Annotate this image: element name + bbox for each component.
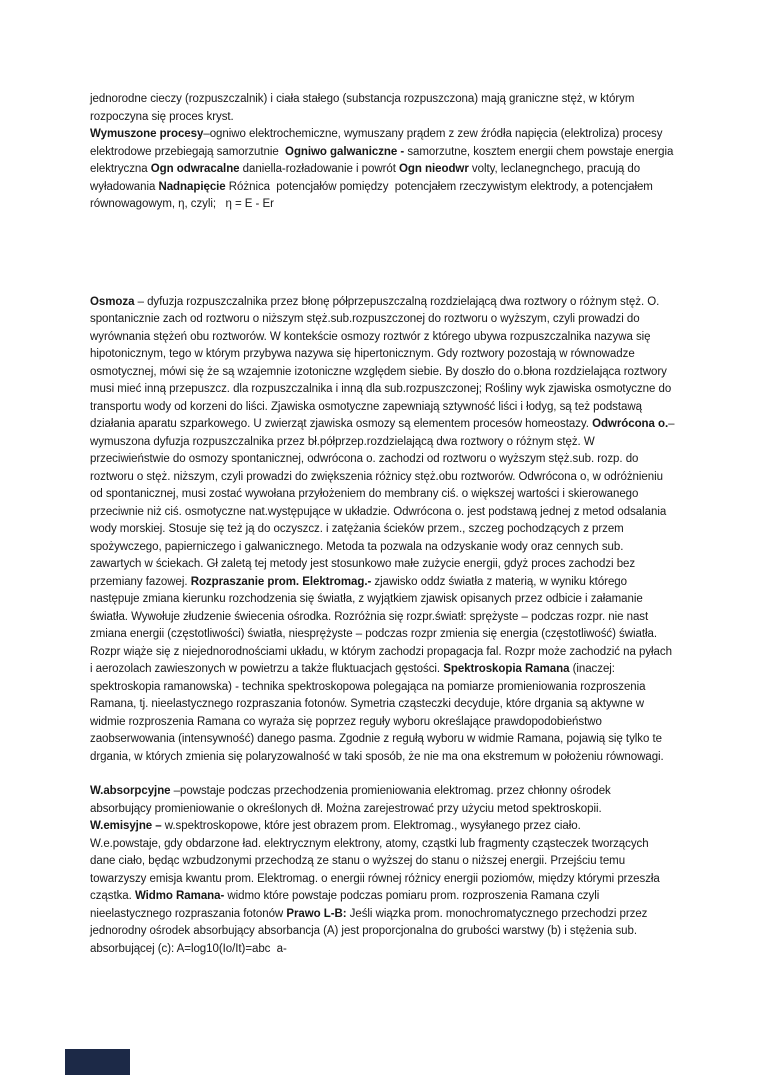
bold-text-run: Widmo Ramana- [134, 890, 225, 902]
text-run: – wymuszona dyfuzja rozpuszczalnika przez bł.półprzep.rozdzielającą dwa roztwory o różnym stęż. W przeciwieństwie do osmozy spontanicznej, odwrócona o. zachodzi od roztworu o wyższym stęż.sub. rozp. do roztworu o stęż. niższym, czyli prowadzi do zwiększenia różnicy stęż.obu roztworów. Odwrócona o, w odróżnieniu od spontanicznej, musi zostać wywołana przyłożeniem do membrany ciś. o większej wartości i skierowanego przeciwnie niż ciś. osmotyczne nat.występujące w układzie. Odwrócona o. jest podstawą jednej z metod odsalania wody morskiej. Stosuje się też ją do oczyszcz. i zatężania ścieków przem., szczeg pochodzących z przem spożywczego, papierniczego i galwanicznego. Metoda ta pozwala na odzyskanie wody oraz cennych sub. zawartych w ściekach. Gł zaletą tej metody jest stosunkowo małe zużycie energii, gdyż proces zachodzi bez przemiany fazowej. [90, 418, 678, 588]
bold-text-run: W.absorpcyjne [90, 785, 171, 797]
bottom-left-artifact [65, 1049, 130, 1075]
text-run: jednorodne cieczy (rozpuszczalnik) i ciała stałego (substancja rozpuszczona) mają graniczne stęż, w którym rozpoczyna się proces kryst. [90, 93, 638, 123]
bold-text-run: Rozpraszanie prom. Elektromag.- [190, 575, 372, 588]
bold-text-run: Ogniwo galwaniczne - [285, 145, 408, 158]
bold-text-run: Odwrócona o. [592, 418, 669, 430]
text-run: Jeśli wiązka prom. monochromatycznego przechodzi przez jednorodny ośrodek absorbujący absorbancja (A) jest proporcjonalna do grubości warstwy (b) i stężenia sub. absorbującej (c): A=log10(Io/It)=abc a- [90, 907, 651, 955]
text-run: Różnica potencjałów pomiędzy potencjałem rzeczywistym elektrody, a potencjałem równowagowym, η, czyli; η = E - Er [90, 180, 656, 210]
text-run: samorzutne, kosztem energii chem powstaje energia elektryczna [90, 145, 677, 175]
bold-text-run: Prawo L-B: [286, 907, 347, 920]
text-run: – dyfuzja rozpuszczalnika przez błonę półprzepuszczalną rozdzielającą dwa roztwory o różnym stęż. O. spontanicznie zach od roztworu o niższym stęż.sub.rozpuszczonej do roztworu o wyższym, czyli prowadzi do wyrównania stężeń obu roztworów. W kontekście osmozy roztwór z którego ubywa rozpuszczalnika nazywa się hipotonicznym, tego w którym przybywa nazywa się hipertonicznym. Gdy roztwory pozostają w równowadze osmotycznej, mówi się że są wzajemnie izotoniczne względem siebie. By doszło do o.błona rozdzielająca roztwory musi mieć inną przepuszcz. dla rozpuszczalnika i inną dla sub.rozpuszczonej; Rośliny wyk zjawiska osmotyczne do transportu wody od korzeni do liści. Zjawiska osmotyczne zapewniają sztywność liści i łodyg, są też podstawą działania aparatu szparkowego. U zwierząt zjawiska osmozy są elementem procesów homeostazy. [90, 295, 675, 430]
paragraph-osmosis-scattering-raman [90, 294, 678, 767]
text-run: –ogniwo elektrochemiczne, wymuszany prądem z zew źródła napięcia (elektroliza) procesy elektrodowe przebiegają samorzutnie [90, 128, 666, 158]
spacer-2 [90, 766, 675, 783]
bold-text-run: Ogn odwracalne [150, 163, 240, 175]
text-run: volty, leclanegnchego, pracują do wyładowania [90, 163, 644, 193]
bold-text-run: Nadnapięcie [158, 180, 226, 193]
spacer-1 [90, 214, 675, 294]
text-run: (inaczej: spektroskopia ramanowska) - technika spektroskopowa polegająca na pomiarze promieniowania rozproszenia Ramana, tj. nieelastycznego rozpraszania fotonów. Symetria cząsteczki decyduje, które drgania są aktywne w widmie rozproszenia Ramana co wyraża się poprzez reguły wyboru określające prawdopodobieństwo zaobserwowania (intensywność) danego pasma. Zgodnie z regułą wyboru w widmie Ramana, pojawią się tylko te drgania, w których zmienia się polaryzowalność w taki sposób, że nie ma ona ekstremum w położeniu równowagi. [90, 663, 666, 763]
text-run: widmo które powstaje podczas pomiaru prom. rozproszenia Ramana czyli nieelastycznego rozpraszania fotonów [90, 890, 603, 920]
document-body [90, 91, 678, 958]
bold-text-run: Osmoza [90, 295, 135, 308]
paragraph-electrochemistry [90, 91, 675, 214]
text-run: W.e.powstaje, gdy obdarzone ład. elektrycznym elektrony, atomy, cząstki lub fragmenty cząsteczek tworzących dane ciało, będąc wzbudzonymi przechodzą ze stanu o wyższej do stanu o niższej energii. Przejściu temu towarzyszy emisja kwantu prom. Elektromag. o energii równej różnicy energii poziomów, między którymi przeszła cząstka. [90, 837, 663, 902]
text-run: –powstaje podczas przechodzenia promieniowania elektromag. przez chłonny ośrodek absorbujący promieniowanie o określonych dł. Można zarejestrować przy użyciu metod spektroskopii. [90, 785, 614, 815]
paragraph-spectra-absorption-emission [90, 783, 675, 958]
bold-text-run: W.emisyjne – [90, 820, 165, 832]
text-run: w.spektroskopowe, które jest obrazem prom. Elektromag., wysyłanego przez ciało. [164, 820, 581, 832]
bold-text-run: Spektroskopia Ramana [443, 663, 570, 675]
bold-text-run: Wymuszone procesy [90, 128, 204, 140]
text-run: daniella-rozładowanie i powrót [239, 163, 400, 175]
text-run: zjawisko oddz światła z materią, w wyniku którego następuje zmiana kierunku rozchodzenia się światła, z wyjątkiem zjawisk opisanych przez odbicie i załamanie światła. Wywołuje złudzenie świecenia ośrodka. Rozróżnia się rozpr.światł: sprężyste – podczas rozpr. nie nast zmiana energii (częstotliwości) światła, niesprężyste – podczas rozpr zmienia się energia (częstotliwość) światła. Rozpr wiąże się z niejednorodnościami układu, w którym zachodzi propagacja fal. Rozpr może zachodzić na pyłach i aerozolach zawieszonych w powietrzu a także fluktuacjach gęstości. [90, 575, 676, 675]
bold-text-run: Ogn nieodwr [399, 163, 469, 175]
